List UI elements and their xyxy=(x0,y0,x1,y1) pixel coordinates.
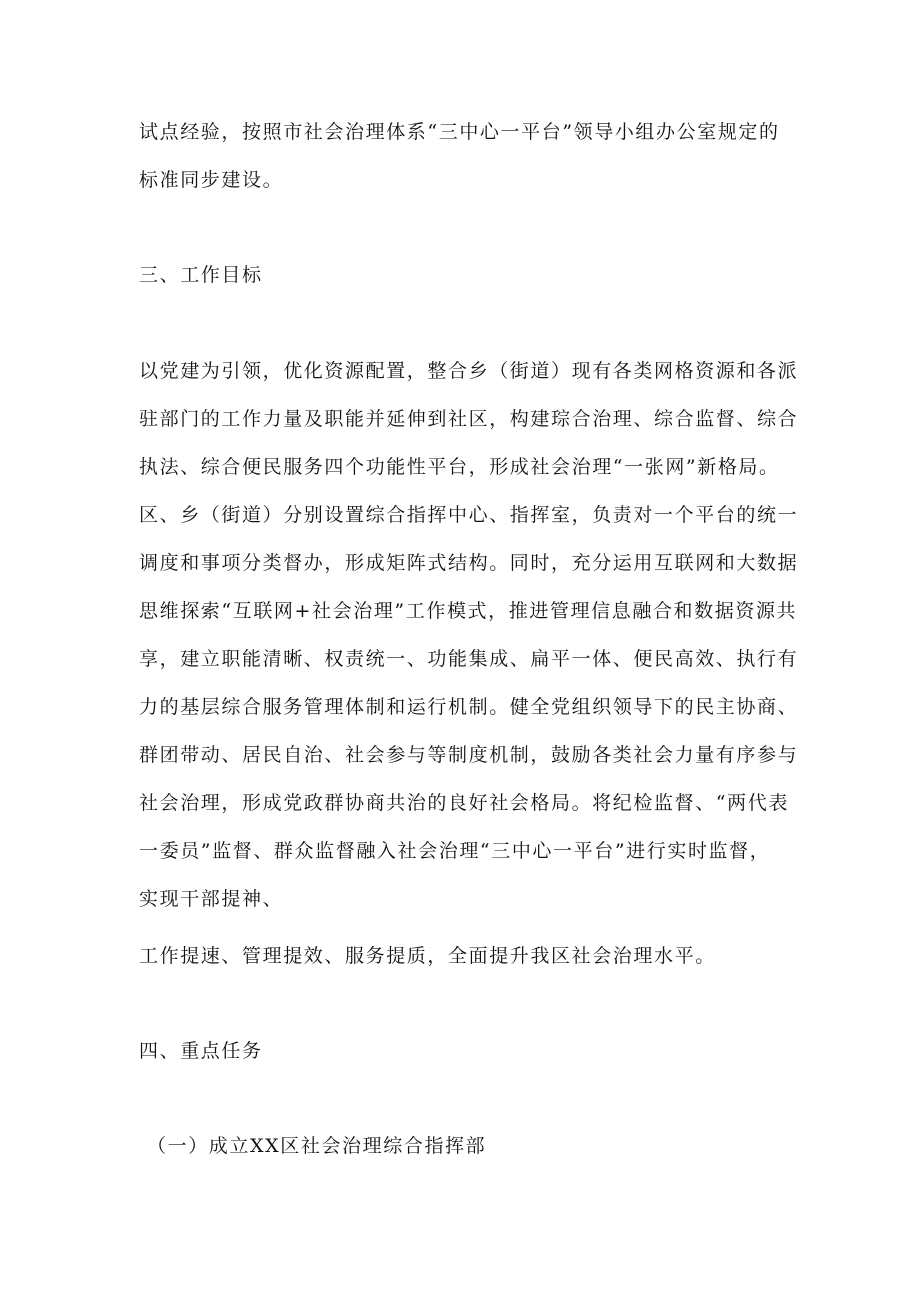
paragraph-line: 以党建为引领，优化资源配置，整合乡（街道）现有各类网格资源和各派 xyxy=(139,360,799,382)
section-heading-work-goals: 三、工作目标 xyxy=(139,264,263,286)
intro-line-1: 试点经验，按照市社会治理体系“三中心一平台”领导小组办公室规定的 xyxy=(139,121,780,143)
paragraph-line: 享，建立职能清晰、权责统一、功能集成、扁平一体、便民高效、执行有 xyxy=(139,648,799,670)
paragraph-line: 群团带动、居民自治、社会参与等制度机制，鼓励各类社会力量有序参与 xyxy=(139,744,799,766)
paragraph-line: 工作提速、管理提效、服务提质，全面提升我区社会治理水平。 xyxy=(139,945,716,967)
paragraph-line: 区、乡（街道）分别设置综合指挥中心、指挥室，负责对一个平台的统一 xyxy=(139,504,799,526)
paragraph-line: 社会治理，形成党政群协商共治的良好社会格局。将纪检监督、“两代表 xyxy=(139,792,789,814)
subsection-heading: （一）成立XX区社会治理综合指挥部 xyxy=(147,1135,487,1157)
paragraph-line: 执法、综合便民服务四个功能性平台，形成社会治理“一张网”新格局。 xyxy=(139,456,780,478)
intro-line-2: 标准同步建设。 xyxy=(139,169,284,191)
paragraph-line: 一委员”监督、群众监督融入社会治理“三中心一平台”进行实时监督， xyxy=(139,840,771,862)
paragraph-line: 驻部门的工作力量及职能并延伸到社区，构建琮合治理、综合监督、综合 xyxy=(139,408,799,430)
paragraph-line: 力的基层综合服务管理体制和运行机制。健全党组织领导下的民主协商、 xyxy=(139,696,799,718)
paragraph-line: 思维探索“互联网+社会治理”工作模式，推进管理信息融合和数据资源共 xyxy=(139,600,798,622)
paragraph-line: 调度和事项分类督办，形成矩阵式结构。同时，充分运用互联网和大数据 xyxy=(139,552,799,574)
section-heading-key-tasks: 四、重点任务 xyxy=(139,1040,263,1062)
paragraph-line: 实现干部提神、 xyxy=(139,888,284,910)
